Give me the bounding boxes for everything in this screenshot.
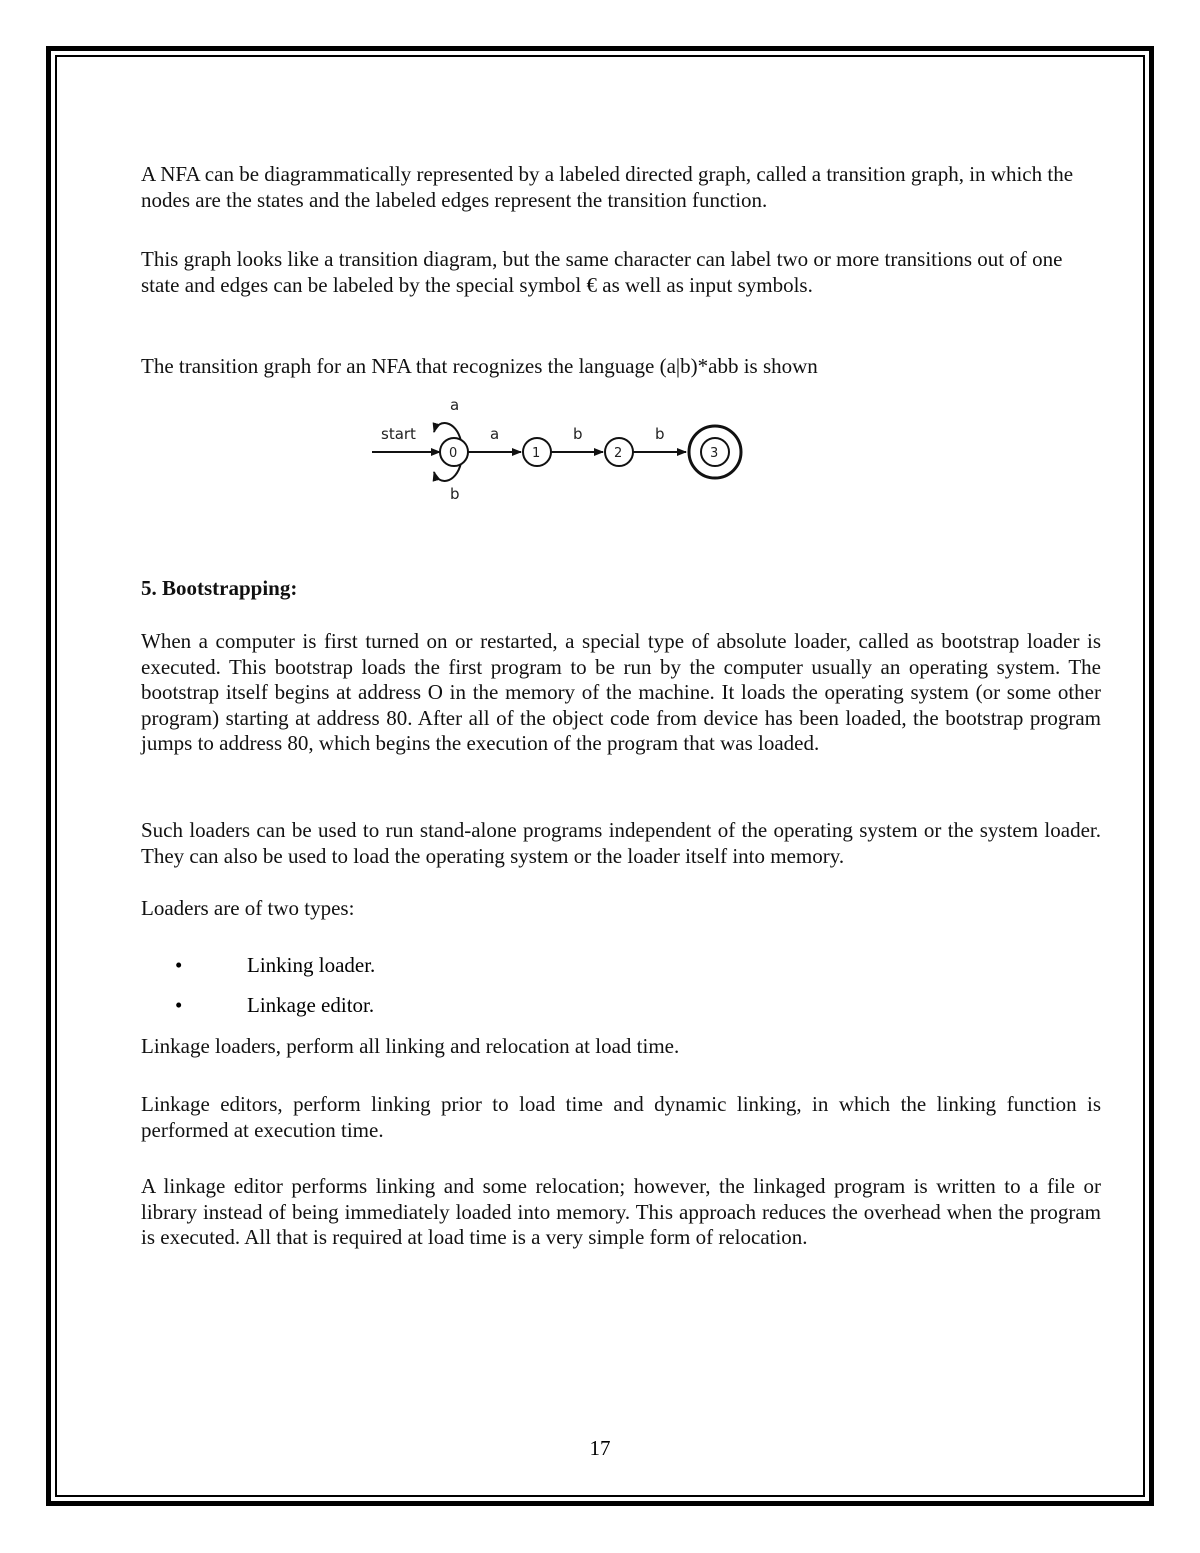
paragraph-graph-caption: The transition graph for an NFA that recognizes the language (a|b)*abb is shown	[141, 354, 818, 378]
paragraph-loader-types: Loaders are of two types:	[141, 896, 355, 920]
page-number: 17	[589, 1436, 611, 1460]
edge-2-3-label: b	[655, 425, 665, 443]
paragraph-nfa-intro: A NFA can be diagrammatically represented by a labeled directed graph, called a transition graph, in which the nodes are the states and the labeled edges represent the transition function.	[141, 162, 1074, 212]
edge-1-2-label: b	[573, 425, 583, 443]
bullet-marker: •	[175, 993, 183, 1017]
bullet-marker: •	[175, 953, 183, 977]
self-loop-b-label: b	[450, 485, 460, 503]
start-label: start	[381, 425, 416, 443]
section-heading: 5. Bootstrapping:	[141, 576, 298, 600]
paragraph-linkage-editor-detail: A linkage editor performs linking and some relocation; however, the linkaged program is written to a file or library instead of being immediately loaded into memory. This approach reduces the overhead when the program is executed. All that is required at load time is a very simple form of relocation.	[141, 1174, 1101, 1249]
state-2-label: 2	[614, 446, 623, 461]
state-1-label: 1	[532, 446, 541, 461]
paragraph-linkage-editors: Linkage editors, perform linking prior to load time and dynamic linking, in which the linking function is performed at execution time.	[141, 1092, 1101, 1142]
paragraph-linkage-loaders: Linkage loaders, perform all linking and relocation at load time.	[141, 1034, 680, 1058]
state-3-label: 3	[710, 446, 719, 461]
list-item-linking-loader: Linking loader.	[247, 953, 376, 977]
self-loop-a-label: a	[450, 396, 460, 414]
paragraph-graph-description: This graph looks like a transition diagram, but the same character can label two or more transitions out of one state and edges can be labeled by the special symbol € as well as input symbols.	[141, 247, 1063, 297]
list-item-linkage-editor: Linkage editor.	[247, 993, 375, 1017]
paragraph-bootstrap-loader: When a computer is first turned on or restarted, a special type of absolute loader, called as bootstrap loader is executed. This bootstrap loads the first program to be run by the computer usually an operating system. The bootstrap itself begins at address O in the memory of the machine. It loads the operating system (or some other program) starting at address 80. After all of the object code from device has been loaded, the bootstrap program jumps to address 80, which begins the execution of the program that was loaded.	[141, 629, 1101, 755]
paragraph-standalone-loaders: Such loaders can be used to run stand-alone programs independent of the operating system or the system loader. They can also be used to load the operating system or the loader itself into memory.	[141, 818, 1101, 868]
state-0-label: 0	[449, 446, 458, 461]
edge-0-1-label: a	[490, 425, 500, 443]
nfa-transition-diagram	[360, 390, 760, 510]
